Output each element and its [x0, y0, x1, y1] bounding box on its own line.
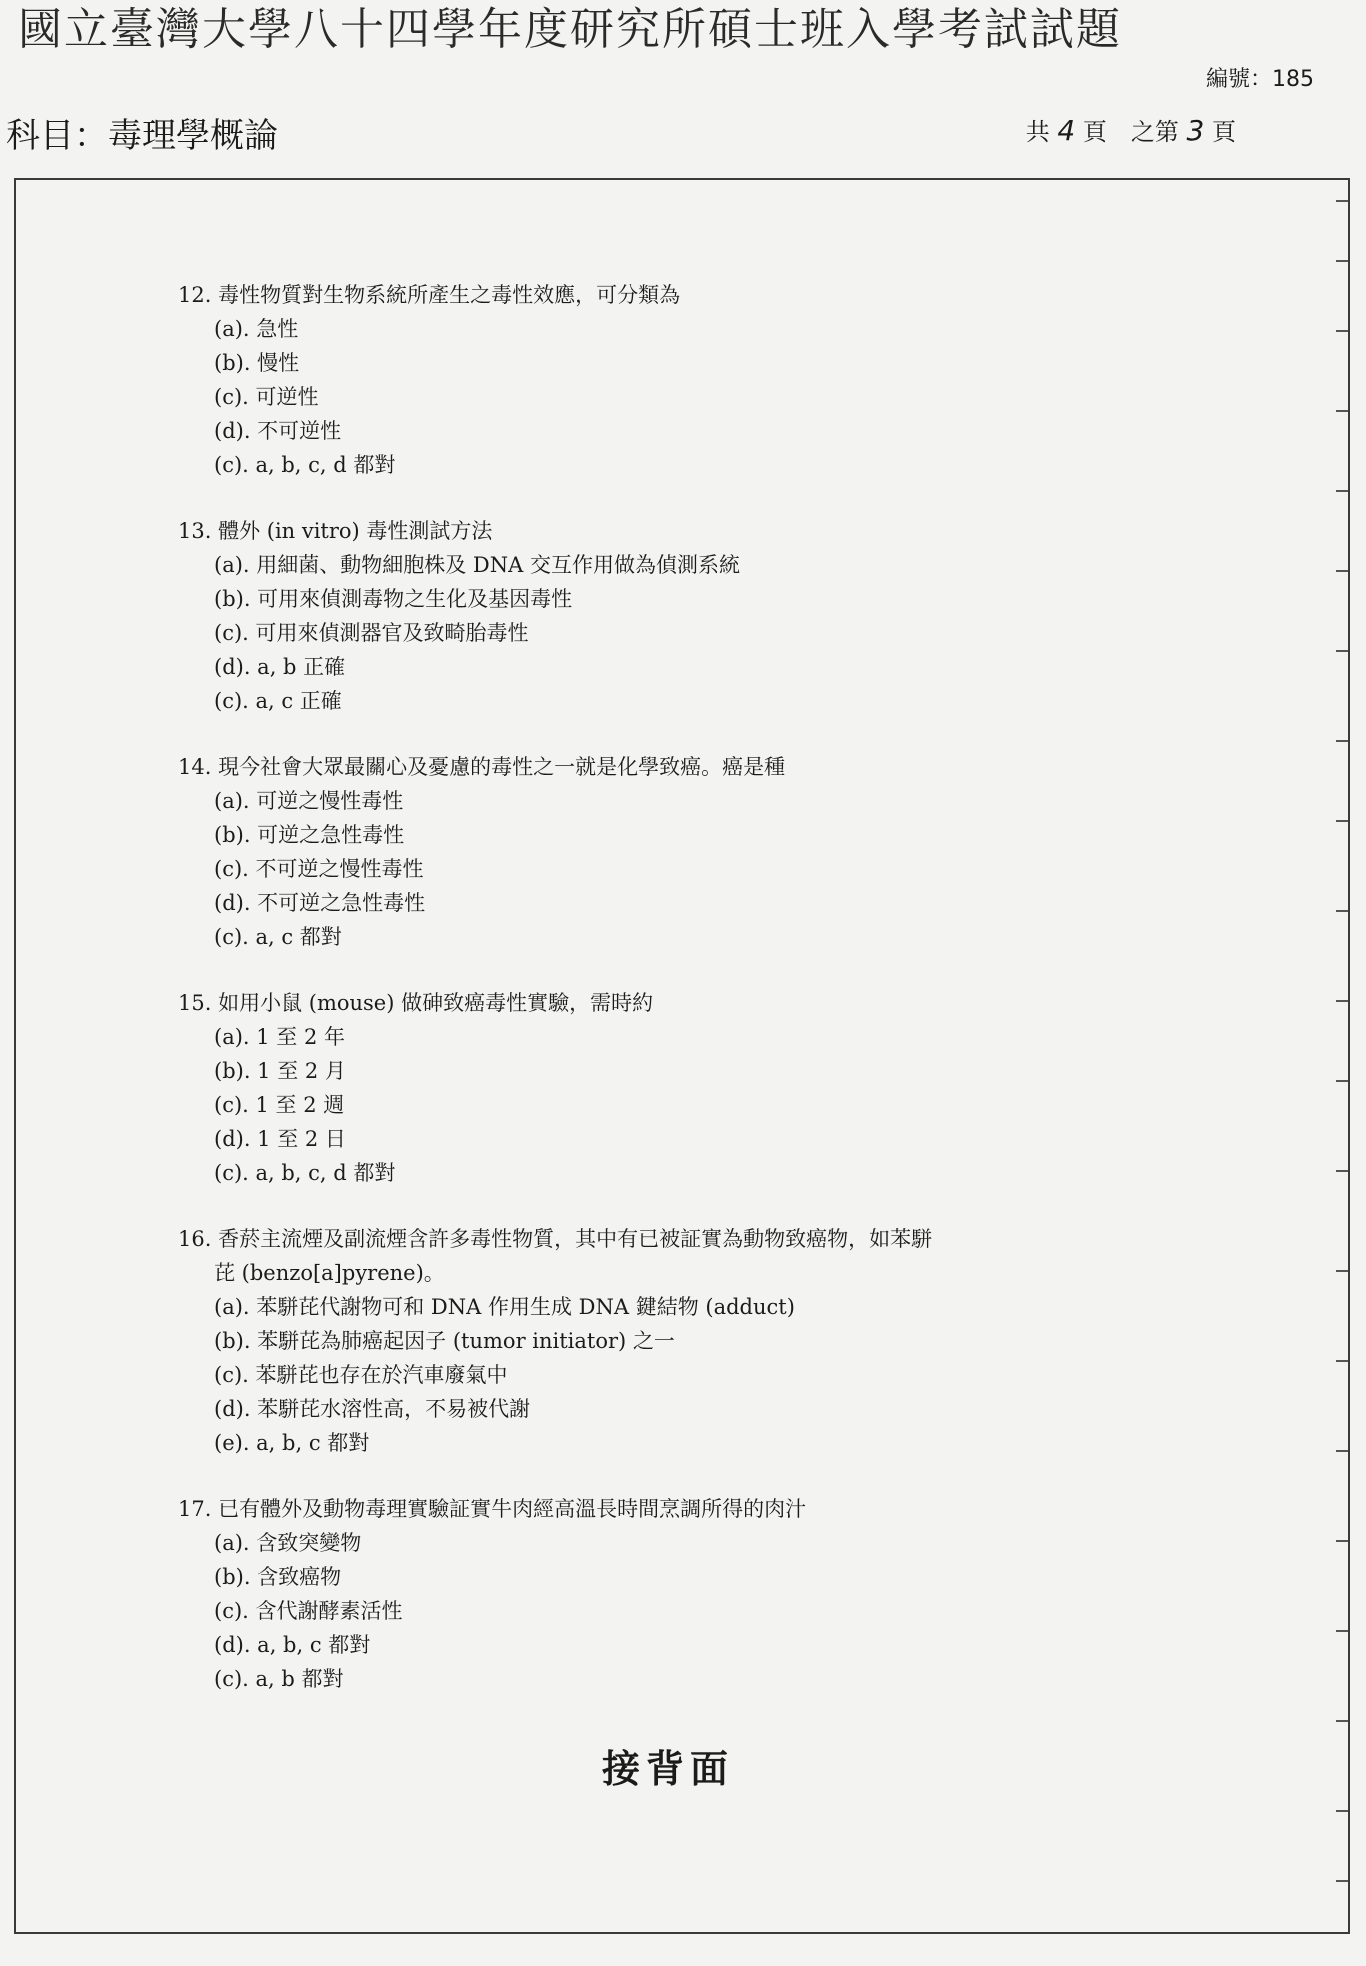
option: (a). 可逆之慢性毒性 [214, 789, 404, 813]
option: (a). 含致突變物 [214, 1531, 362, 1555]
edge-tick [1336, 910, 1348, 912]
option: (b). 苯駢芘為肺癌起因子 (tumor initiator) 之一 [214, 1329, 675, 1353]
option: (d). 不可逆性 [214, 419, 342, 443]
edge-tick [1336, 200, 1348, 202]
page-title: 國立臺灣大學八十四學年度研究所碩士班入學考試試題 [18, 4, 1122, 55]
option: (d). 不可逆之急性毒性 [214, 891, 426, 915]
option: (a). 苯駢芘代謝物可和 DNA 作用生成 DNA 鍵結物 (adduct) [214, 1295, 795, 1319]
question-15 [178, 986, 1178, 1190]
option: (a). 1 至 2 年 [214, 1025, 346, 1049]
subject-label: 科目：毒理學概論 [6, 116, 278, 156]
edge-tick [1336, 570, 1348, 572]
question-13 [178, 514, 1178, 718]
option: (c). a, c 正確 [214, 689, 342, 713]
option: (e). a, b, c 都對 [214, 1431, 370, 1455]
option: (c). 苯駢芘也存在於汽車廢氣中 [214, 1363, 508, 1387]
continue-on-back-note: 接背面 [602, 1746, 735, 1791]
option: (c). a, b, c, d 都對 [214, 453, 396, 477]
option: (a). 用細菌、動物細胞株及 DNA 交互作用做為偵測系統 [214, 553, 740, 577]
edge-tick [1336, 490, 1348, 492]
option: (c). 可逆性 [214, 385, 319, 409]
question-stem: 12. 毒性物質對生物系統所產生之毒性效應，可分類為 [178, 283, 681, 307]
option: (b). 可逆之急性毒性 [214, 823, 405, 847]
option: (d). a, b 正確 [214, 655, 346, 679]
edge-tick [1336, 1540, 1348, 1542]
edge-tick [1336, 1720, 1348, 1722]
edge-tick [1336, 820, 1348, 822]
edge-tick [1336, 1270, 1348, 1272]
edge-tick [1336, 1170, 1348, 1172]
question-stem: 16. 香菸主流煙及副流煙含許多毒性物質，其中有已被証實為動物致癌物，如苯駢 [178, 1227, 933, 1251]
edge-tick [1336, 650, 1348, 652]
question-stem-continued: 芘 (benzo[a]pyrene)。 [214, 1261, 445, 1285]
question-stem: 15. 如用小鼠 (mouse) 做砷致癌毒性實驗，需時約 [178, 991, 654, 1015]
edge-tick [1336, 1810, 1348, 1812]
pages-suffix: 頁 [1212, 118, 1236, 146]
option: (b). 1 至 2 月 [214, 1059, 346, 1083]
edge-tick [1336, 1880, 1348, 1882]
question-12 [178, 278, 1178, 482]
option: (b). 可用來偵測毒物之生化及基因毒性 [214, 587, 573, 611]
option: (c). a, b, c, d 都對 [214, 1161, 396, 1185]
question-stem: 14. 現今社會大眾最關心及憂慮的毒性之一就是化學致癌。癌是種 [178, 755, 786, 779]
edge-tick [1336, 1360, 1348, 1362]
option: (a). 急性 [214, 317, 299, 341]
edge-tick [1336, 260, 1348, 262]
question-14 [178, 750, 1178, 954]
question-list [178, 278, 1178, 1728]
edge-tick [1336, 1080, 1348, 1082]
question-16 [178, 1222, 1178, 1460]
edge-tick [1336, 410, 1348, 412]
exam-number: 編號：185 [1206, 67, 1314, 92]
edge-tick [1336, 1630, 1348, 1632]
question-stem: 17. 已有體外及動物毒理實驗証實牛肉經高溫長時間烹調所得的肉汁 [178, 1497, 807, 1521]
edge-tick [1336, 740, 1348, 742]
option: (b). 含致癌物 [214, 1565, 342, 1589]
option: (d). 苯駢芘水溶性高，不易被代謝 [214, 1397, 531, 1421]
option: (c). 可用來偵測器官及致畸胎毒性 [214, 621, 529, 645]
pages-prefix: 共 [1025, 118, 1050, 146]
question-17 [178, 1492, 1178, 1696]
edge-tick [1336, 1000, 1348, 1002]
option: (c). 1 至 2 週 [214, 1093, 345, 1117]
pages-current: 3 [1186, 114, 1205, 147]
option: (b). 慢性 [214, 351, 300, 375]
question-stem: 13. 體外 (in vitro) 毒性測試方法 [178, 519, 493, 543]
option: (c). 不可逆之慢性毒性 [214, 857, 424, 881]
page-count [1026, 112, 1236, 147]
edge-tick [1336, 1450, 1348, 1452]
option: (d). 1 至 2 日 [214, 1127, 346, 1151]
option: (c). a, c 都對 [214, 925, 342, 949]
edge-tick [1336, 330, 1348, 332]
option: (d). a, b, c 都對 [214, 1633, 371, 1657]
option: (c). a, b 都對 [214, 1667, 344, 1691]
pages-total: 4 [1057, 114, 1076, 147]
option: (c). 含代謝酵素活性 [214, 1599, 403, 1623]
pages-mid: 頁 之第 [1082, 118, 1179, 146]
